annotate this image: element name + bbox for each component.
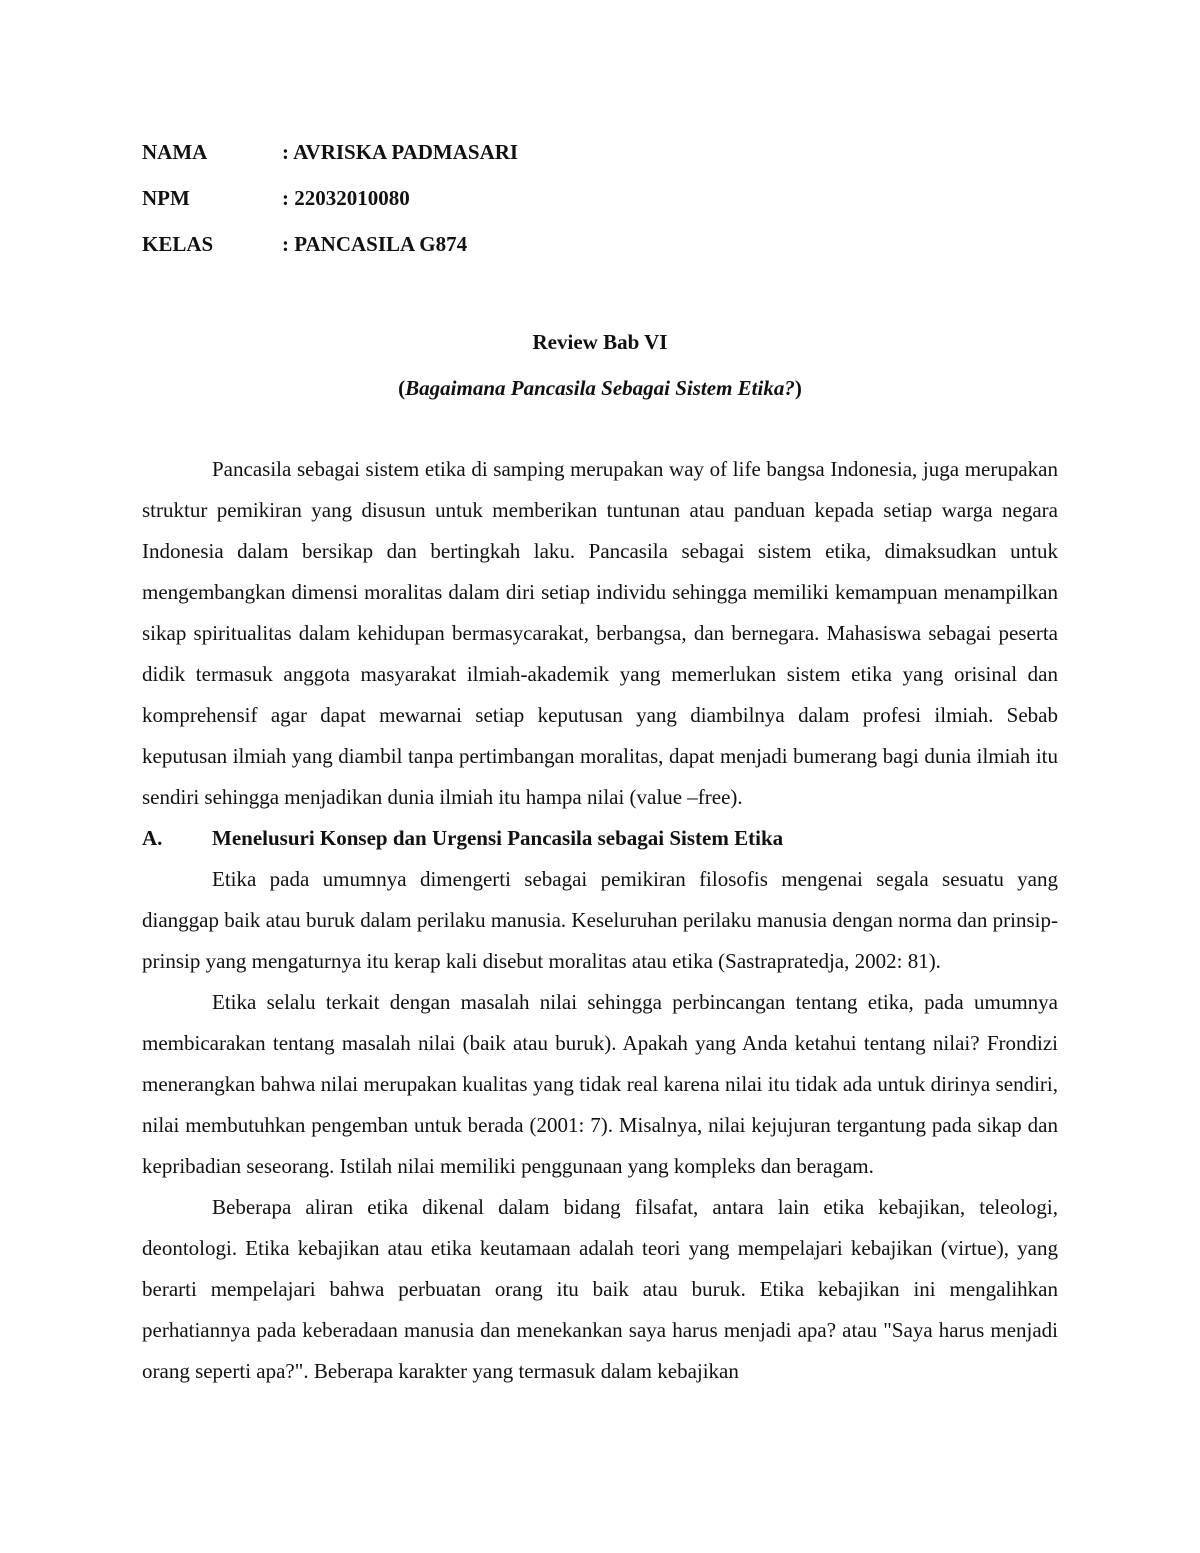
document-body <box>142 449 1058 1392</box>
paragraph-etika-definition: Etika pada umumnya dimengerti sebagai pemikiran filosofis mengenai segala sesuatu yang dianggap baik atau buruk dalam perilaku manusia. Keseluruhan perilaku manusia dengan norma dan prinsip-prinsip yang mengaturnya itu kerap kali disebut moralitas atau etika (Sastrapratedja, 2002: 81). <box>142 867 1058 973</box>
section-a-heading <box>142 818 1058 859</box>
paragraph-aliran-etika: Beberapa aliran etika dikenal dalam bidang filsafat, antara lain etika kebajikan, teleologi, deontologi. Etika kebajikan atau etika keutamaan adalah teori yang mempelajari kebajikan (virtue), yang berarti mempelajari bahwa perbuatan orang itu baik atau buruk. Etika kebajikan ini mengalihkan perhatiannya pada keberadaan manusia dan menekankan saya harus menjadi apa? atau "Saya harus menjadi orang seperti apa?". Beberapa karakter yang termasuk dalam kebajikan <box>142 1195 1058 1383</box>
npm-value: : 22032010080 <box>282 186 410 210</box>
subtitle-text: Bagaimana Pancasila Sebagai Sistem Etika? <box>405 376 795 400</box>
subtitle-close-paren: ) <box>794 376 802 400</box>
name-value: : AVRISKA PADMASARI <box>282 140 519 164</box>
intro-paragraph: Pancasila sebagai sistem etika di samping merupakan way of life bangsa Indonesia, juga merupakan struktur pemikiran yang disusun untuk memberikan tuntunan atau panduan kepada setiap warga negara Indonesia dalam bersikap dan bertingkah laku. Pancasila sebagai sistem etika, dimaksudkan untuk mengembangkan dimensi moralitas dalam diri setiap individu sehingga memiliki kemampuan menampilkan sikap spiritualitas dalam kehidupan bermasycarakat, berbangsa, dan bernegara. Mahasiswa sebagai peserta didik termasuk anggota masyarakat ilmiah-akademik yang memerlukan sistem etika yang orisinal dan komprehensif agar dapat mewarnai setiap keputusan yang diambilnya dalam profesi ilmiah. Sebab keputusan ilmiah yang diambil tanpa pertimbangan moralitas, dapat menjadi bumerang bagi dunia ilmiah itu sendiri sehingga menjadikan dunia ilmiah itu hampa nilai (value –free). <box>142 457 1058 809</box>
student-identity <box>142 140 518 278</box>
identity-row-name <box>142 140 518 186</box>
document-title: Review Bab VI <box>532 330 668 354</box>
name-label: NAMA <box>142 140 208 164</box>
section-a-letter: A. <box>142 826 163 850</box>
document-subtitle <box>0 376 1200 401</box>
paragraph-etika-nilai: Etika selalu terkait dengan masalah nilai sehingga perbincangan tentang etika, pada umumnya membicarakan tentang masalah nilai (baik atau buruk). Apakah yang Anda ketahui tentang nilai? Frondizi menerangkan bahwa nilai merupakan kualitas yang tidak real karena nilai itu tidak ada untuk dirinya sendiri, nilai membutuhkan pengemban untuk berada (2001: 7). Misalnya, nilai kejujuran tergantung pada sikap dan kepribadian seseorang. Istilah nilai memiliki penggunaan yang kompleks dan beragam. <box>142 990 1058 1178</box>
npm-label: NPM <box>142 186 190 210</box>
identity-row-class <box>142 232 518 278</box>
section-a-title: Menelusuri Konsep dan Urgensi Pancasila sebagai Sistem Etika <box>212 826 784 850</box>
class-value: : PANCASILA G874 <box>282 232 468 256</box>
subtitle-open-paren: ( <box>398 376 406 400</box>
identity-row-npm <box>142 186 518 232</box>
class-label: KELAS <box>142 232 214 256</box>
